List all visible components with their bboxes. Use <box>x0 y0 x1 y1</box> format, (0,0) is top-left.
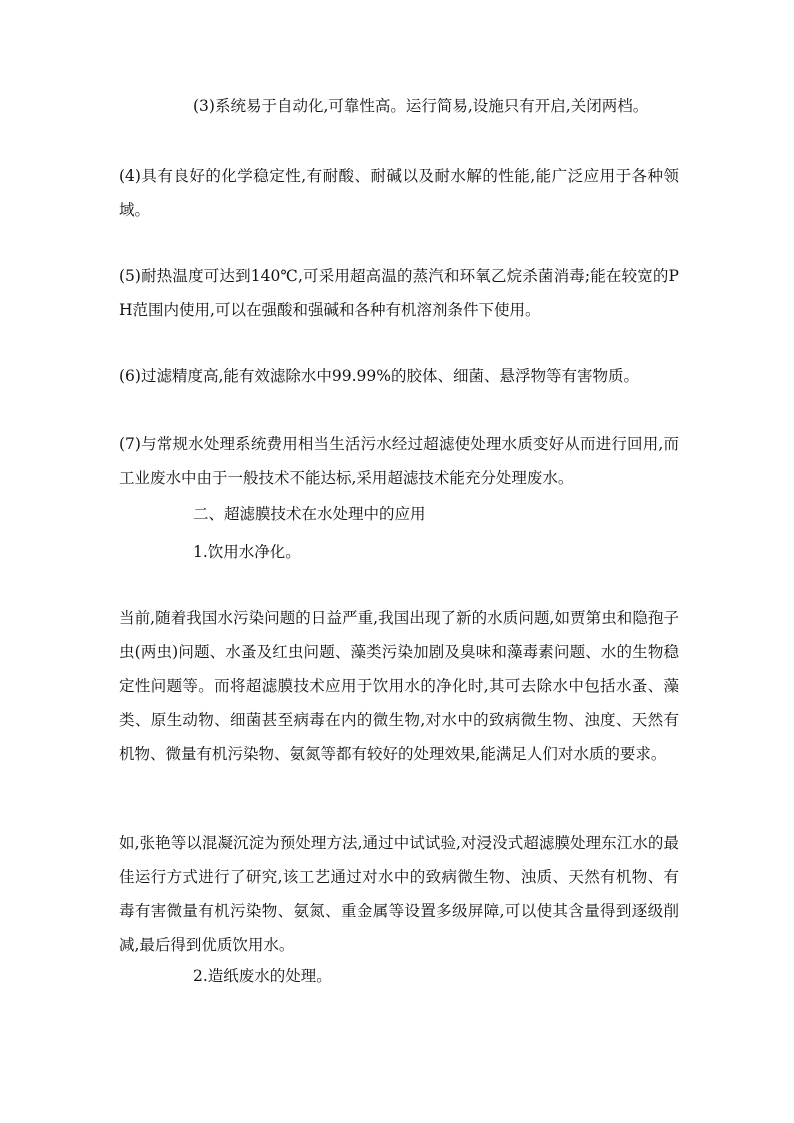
feature-item-6: (6)过滤精度高,能有效滤除水中99.99%的胶体、细菌、悬浮物等有害物质。 <box>119 367 639 385</box>
feature-item-3: (3)系统易于自动化,可靠性高。运行简易,设施只有开启,关闭两档。 <box>193 97 649 115</box>
subsection-heading-2: 2.造纸废水的处理。 <box>193 967 332 985</box>
subsection-heading-1: 1.饮用水净化。 <box>193 543 301 561</box>
feature-item-4: (4)具有良好的化学稳定性,有耐酸、耐碱以及耐水解的性能,能广泛应用于各种领域。 <box>119 167 679 219</box>
feature-item-7: (7)与常规水处理系统费用相当生活污水经过超滤使处理水质变好从而进行回用,而工业废水中由于一般技术不能达标,采用超滤技术能充分处理废水。 <box>119 435 679 487</box>
feature-item-5: (5)耐热温度可达到140℃,可采用超高温的蒸汽和环氧乙烷杀菌消毒;能在较宽的PH范围内使用,可以在强酸和强碱和各种有机溶剂条件下使用。 <box>119 267 679 319</box>
body-paragraph-drinking-water: 当前,随着我国水污染问题的日益严重,我国出现了新的水质问题,如贾第虫和隐孢子虫(两虫)问题、水蚤及红虫问题、藻类污染加剧及臭味和藻毒素问题、水的生物稳定性问题等。而将超滤膜技术应用于饮用水的净化时,其可去除水中包括水蚤、藻类、原生动物、细菌甚至病毒在内的微生物,对水中的致病微生物、浊度、天然有机物、微量有机污染物、氨氮等都有较好的处理效果,能满足人们对水质的要求。 <box>119 609 679 763</box>
body-paragraph-example: 如,张艳等以混凝沉淀为预处理方法,通过中试试验,对浸没式超滤膜处理东江水的最佳运行方式进行了研究,该工艺通过对水中的致病微生物、浊质、天然有机物、有毒有害微量有机污染物、氨氮、重金属等设置多级屏障,可以使其含量得到逐级削减,最后得到优质饮用水。 <box>119 834 679 954</box>
section-heading-2: 二、超滤膜技术在水处理中的应用 <box>193 505 426 523</box>
